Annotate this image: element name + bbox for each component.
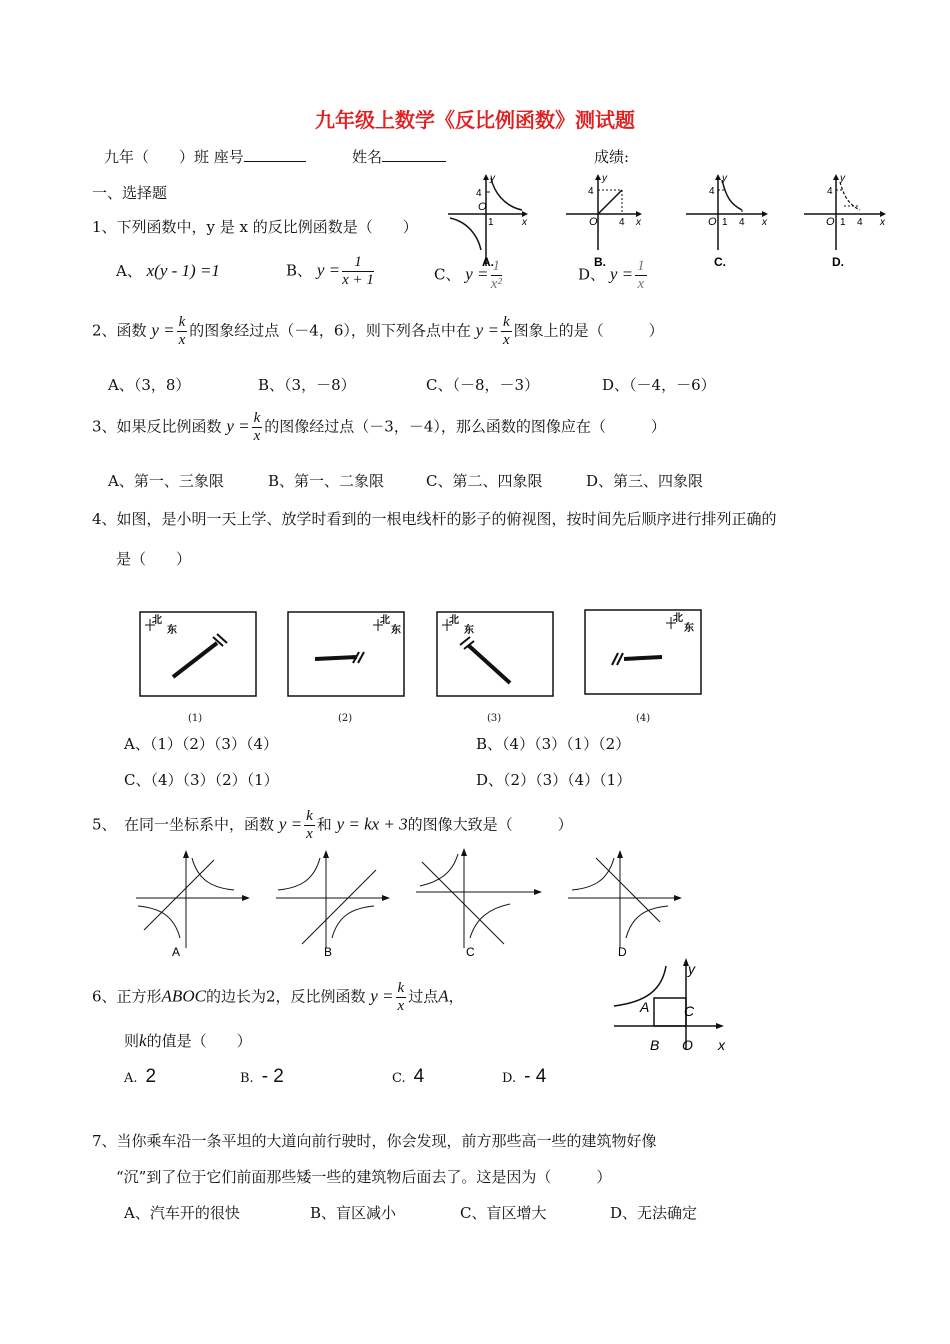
q2-option-c[interactable]: C、（－8，－3） — [426, 376, 540, 394]
q4f4-east: 东 — [684, 623, 694, 634]
q5-and: 和 — [316, 815, 332, 834]
q6-sq: ABOC — [161, 986, 206, 1006]
q5-lhs: y = — [278, 814, 303, 834]
q1d-ylabel: y — [840, 173, 845, 184]
q1-d-lhs: y = — [609, 264, 634, 284]
q4-option-b[interactable]: B、（4）（3）（1）（2） — [476, 735, 631, 753]
seat-blank[interactable] — [244, 161, 306, 162]
q1-c-letter: C、 — [434, 265, 461, 284]
q6fig-x: x — [718, 1037, 725, 1053]
q1a-caption: A. — [482, 255, 494, 269]
q1-a-expr: x(y - 1) =1 — [146, 261, 220, 280]
q7-option-d[interactable]: D、无法确定 — [610, 1204, 698, 1222]
q6-d-letter: D. — [502, 1071, 517, 1086]
q1d-ytick: 4 — [827, 186, 833, 197]
q5-expr2: y = kx + 3 — [336, 814, 408, 834]
q6-option-a[interactable] — [124, 1066, 156, 1088]
q1b-origin: O — [589, 216, 598, 228]
q6fig-a: A — [640, 999, 650, 1015]
q1-d-num: 1 — [637, 258, 645, 274]
q3-option-d[interactable]: D、第三、四象限 — [586, 472, 704, 490]
q6-option-d[interactable] — [502, 1066, 546, 1088]
q1c-caption: C. — [714, 255, 726, 269]
q1-d-den: x — [637, 276, 645, 292]
q6-pre: 6、正方形 — [92, 987, 162, 1006]
q4-caption-3: (3) — [487, 713, 502, 724]
q4-stem-line2: 是（ ） — [116, 550, 192, 568]
name-label — [352, 146, 446, 167]
q1c-origin: O — [708, 216, 717, 228]
q5a-label: A — [172, 945, 181, 959]
class-seat-text: 九年（ ）班 座号 — [104, 148, 244, 166]
q1-d-letter: D、 — [578, 265, 606, 284]
q1-b-num: 1 — [342, 254, 374, 272]
q6fig-o: O — [682, 1037, 693, 1053]
q3-den: x — [253, 428, 261, 444]
q6-line2-pre: 则 — [124, 1032, 140, 1050]
q1d-xlabel: x — [880, 217, 885, 228]
q4f1-north: 北 — [152, 615, 162, 626]
q1d-xtick4: 4 — [857, 217, 863, 228]
name-text: 姓名 — [352, 148, 383, 166]
q5-graph-b — [272, 848, 396, 958]
q4f1-east: 东 — [167, 625, 177, 636]
q1-option-b[interactable] — [286, 254, 376, 289]
q2-num-2: k — [502, 314, 510, 330]
q4-caption-4: (4) — [636, 713, 651, 724]
q2-option-b[interactable]: B、（3，－8） — [258, 376, 356, 394]
q4-option-d[interactable]: D、（2）（3）（4）（1） — [476, 771, 632, 789]
q2-post: 图象上的是（ ） — [513, 321, 664, 340]
q1c-xlabel: x — [762, 217, 767, 228]
q1-graph-c — [684, 170, 776, 270]
q2-den-2: x — [502, 332, 510, 348]
q5-den: x — [306, 826, 313, 842]
q2-mid: 的图象经过点（－4，6），则下列各点中在 — [189, 321, 471, 340]
q6-d-val: - 4 — [524, 1066, 547, 1087]
q1-graph-d — [802, 170, 894, 270]
q6-a-letter: A. — [124, 1071, 138, 1086]
q3-num: k — [253, 410, 261, 426]
q6-pt: A — [438, 986, 449, 1006]
q1d-origin: O — [826, 216, 835, 228]
q4-stem-line1: 4、如图，是小明一天上学、放学时看到的一根电线杆的影子的俯视图，按时间先后顺序进行排列正确的 — [92, 510, 777, 528]
q4f2-north: 北 — [380, 615, 390, 626]
q5-graph-a — [132, 848, 256, 958]
q6fig-b: B — [650, 1037, 660, 1053]
q2-pre: 2、函数 — [92, 321, 147, 340]
q6-b-val: - 2 — [261, 1066, 284, 1087]
page-title: 九年级上数学《反比例函数》测试题 — [315, 108, 635, 132]
class-seat-label — [104, 146, 306, 167]
q4-figure-4 — [584, 609, 702, 695]
q3-option-b[interactable]: B、第一、二象限 — [268, 472, 385, 490]
q5-graph-d — [564, 848, 688, 958]
q2-option-d[interactable]: D、（－4，－6） — [602, 376, 716, 394]
q6-num: k — [397, 980, 405, 996]
q3-option-a[interactable]: A、第一、三象限 — [108, 472, 224, 490]
q1a-xtick: 1 — [488, 217, 494, 228]
q2-stem — [92, 314, 664, 349]
q1-b-lhs: y = — [316, 260, 341, 280]
q1-graph-b — [564, 170, 648, 270]
q4-option-c[interactable]: C、（4）（3）（2）（1） — [124, 771, 279, 789]
q6-post: 过点 — [408, 987, 439, 1006]
q6-lhs: y = — [370, 986, 394, 1006]
q2-den: x — [178, 332, 186, 348]
q7-option-b[interactable]: B、盲区减小 — [310, 1204, 397, 1222]
q6-c-val: 4 — [413, 1066, 425, 1087]
q1a-xlabel: x — [522, 217, 527, 228]
q7-stem-line2: “沉”到了位于它们前面那些矮一些的建筑物后面去了。这是因为（ ） — [116, 1168, 612, 1186]
q1c-ytick: 4 — [709, 186, 715, 197]
q3-lhs: y = — [226, 416, 250, 436]
q6-a-val: 2 — [145, 1066, 157, 1087]
q1-c-den: x² — [490, 276, 502, 292]
q3-option-c[interactable]: C、第二、四象限 — [426, 472, 543, 490]
q1c-xtick1: 1 — [722, 217, 728, 228]
q4f4-north: 北 — [673, 613, 683, 624]
q6-c-letter: C. — [392, 1071, 406, 1086]
q5-post: 的图像大致是（ ） — [407, 815, 573, 834]
q6-option-b[interactable] — [240, 1066, 284, 1088]
q2-lhs: y = — [151, 320, 175, 340]
q3-stem — [92, 410, 666, 445]
q6-option-c[interactable] — [392, 1066, 424, 1088]
q1a-origin: O — [478, 201, 487, 213]
q5-graph-c — [412, 846, 548, 958]
q7-option-a[interactable]: A、汽车开的很快 — [124, 1204, 240, 1222]
q1-graph-a — [444, 170, 536, 270]
q4f2-east: 东 — [391, 625, 401, 636]
q5-pre: 5、 在同一坐标系中，函数 — [92, 815, 275, 834]
q4-figure-1 — [139, 611, 257, 697]
q5-num: k — [306, 808, 313, 824]
q6-den: x — [397, 998, 405, 1014]
q1-c-num: 1 — [492, 258, 501, 274]
q6-line2-post: 的值是（ ） — [146, 1032, 252, 1050]
q2-num: k — [178, 314, 186, 330]
q6fig-c: C — [684, 1003, 695, 1019]
q3-post: 的图像经过点（－3，－4），那么函数的图像应在（ ） — [264, 417, 666, 436]
name-blank[interactable] — [382, 161, 446, 162]
q4-option-a[interactable]: A、（1）（2）（3）（4） — [124, 735, 279, 753]
q6-mid: 的边长为2，反比例函数 — [205, 987, 366, 1006]
q4-figure-2 — [287, 611, 405, 697]
q6-end: ， — [448, 987, 464, 1006]
q7-option-c[interactable]: C、盲区增大 — [460, 1204, 547, 1222]
q1d-xtick1: 1 — [840, 217, 846, 228]
q5d-label: D — [618, 945, 627, 959]
q1-a-letter: A、 — [116, 262, 142, 280]
q1d-caption: D. — [832, 255, 844, 269]
q4f3-east: 东 — [464, 625, 474, 636]
q6-stem-line2 — [124, 1030, 252, 1051]
q5-stem — [92, 808, 573, 843]
q1c-xtick4: 4 — [739, 217, 745, 228]
q1-b-letter: B、 — [286, 261, 313, 280]
q5b-label: B — [324, 945, 333, 959]
q6-b-letter: B. — [240, 1071, 254, 1086]
q1b-ylabel: y — [602, 173, 607, 184]
q1c-ylabel: y — [722, 173, 727, 184]
q1b-caption: B. — [594, 255, 606, 269]
q6-figure — [610, 956, 740, 1060]
q1-option-a[interactable] — [116, 260, 220, 281]
q3-pre: 3、如果反比例函数 — [92, 417, 222, 436]
q4-caption-1: (1) — [188, 713, 203, 724]
q7-stem-line1: 7、当你乘车沿一条平坦的大道向前行驶时，你会发现，前方那些高一些的建筑物好像 — [92, 1132, 657, 1150]
q2-option-a[interactable]: A、（3，8） — [108, 376, 191, 394]
q4-figure-3 — [436, 611, 554, 697]
q4f3-north: 北 — [449, 615, 459, 626]
q6fig-y: y — [688, 961, 695, 977]
q6-k: k — [139, 1031, 147, 1050]
q1-c-lhs: y = — [465, 264, 489, 284]
q1b-xtick: 4 — [619, 217, 625, 228]
q6-stem — [92, 980, 464, 1015]
score-label: 成绩: — [594, 148, 630, 166]
q1a-ylabel: y — [490, 173, 495, 184]
section-heading: 一、选择题 — [92, 184, 168, 202]
q1b-xlabel: x — [636, 217, 641, 228]
q4-caption-2: (2) — [338, 713, 353, 724]
q5c-label: C — [466, 945, 475, 959]
q1-b-den: x + 1 — [342, 272, 374, 288]
q1a-ytick: 4 — [476, 188, 482, 199]
q1b-ytick: 4 — [588, 186, 594, 197]
q1-stem: 1、下列函数中，y 是 x 的反比例函数是（ ） — [92, 218, 418, 236]
q2-lhs-2: y = — [475, 320, 499, 340]
